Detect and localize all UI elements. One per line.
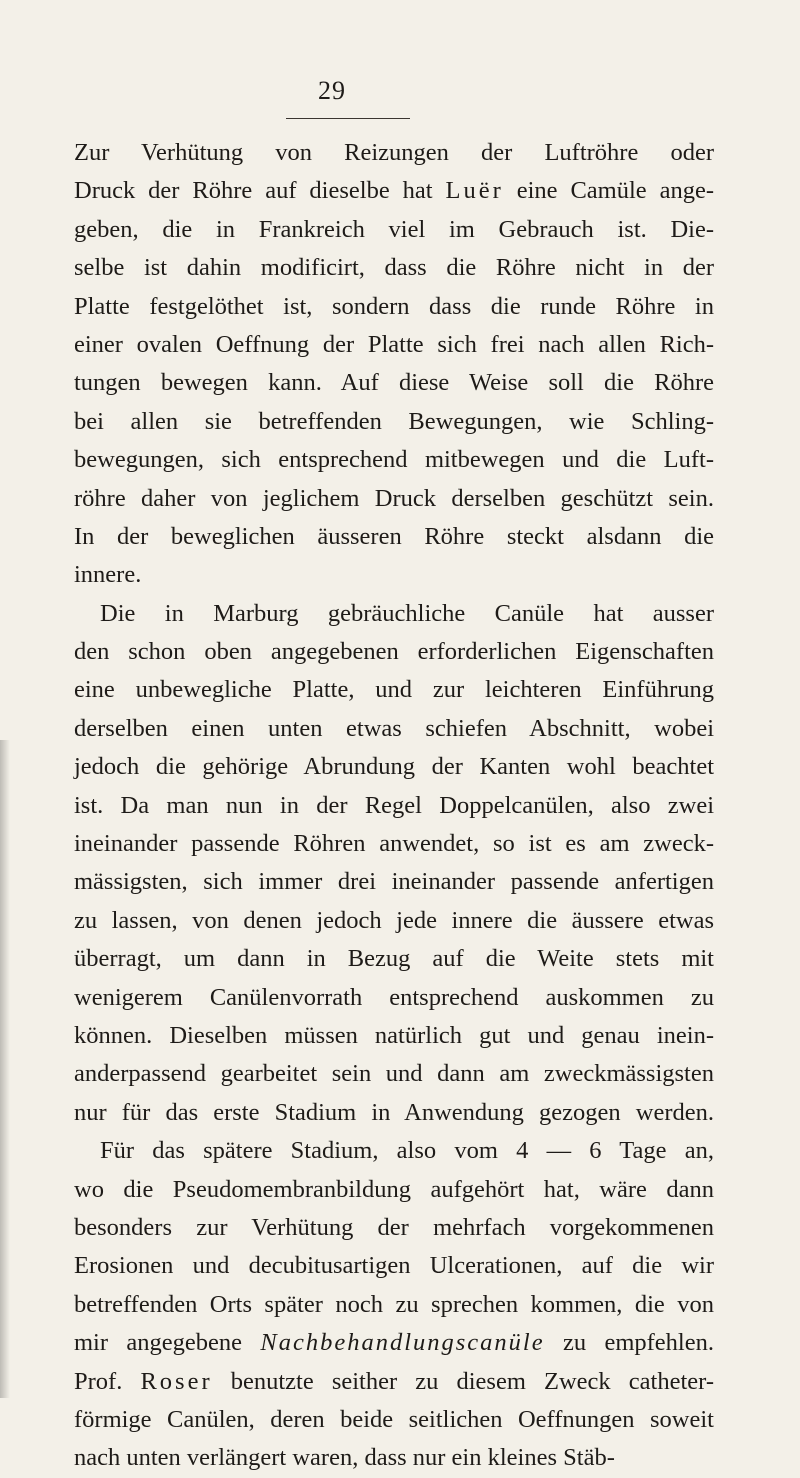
body-text — [74, 134, 714, 1478]
text-line — [74, 1209, 714, 1247]
text-line — [74, 172, 714, 210]
text-segment: können. Dieselben müssen natürlich gut und genau inein- — [74, 1021, 714, 1049]
text-segment: zu empfehlen. — [544, 1329, 714, 1357]
text-segment: nach unten verlängert waren, dass nur ein kleines Stäb- — [74, 1444, 615, 1472]
text-segment: wenigerem Canülenvorrath entsprechend auskommen zu — [74, 983, 714, 1011]
header-rule — [286, 118, 410, 119]
text-segment: Erosionen und decubitusartigen Ulcerationen, auf die wir — [74, 1252, 714, 1280]
text-segment: wo die Pseudomembranbildung aufgehört hat, wäre dann — [74, 1175, 714, 1203]
text-line — [74, 671, 714, 709]
text-segment: Druck der Röhre auf dieselbe hat — [74, 177, 446, 205]
text-segment: jedoch die gehörige Abrundung der Kanten wohl beachtet — [74, 753, 714, 781]
text-segment: bei allen sie betreffenden Bewegungen, wie Schling- — [74, 407, 714, 435]
text-line — [74, 1171, 714, 1209]
text-line — [74, 288, 714, 326]
text-line — [74, 787, 714, 825]
text-line — [74, 825, 714, 863]
text-segment: eine unbewegliche Platte, und zur leichteren Einführung — [74, 676, 714, 704]
text-segment: betreffenden Orts später noch zu sprechen kommen, die von — [74, 1290, 714, 1318]
text-segment: überragt, um dann in Bezug auf die Weite stets mit — [74, 945, 714, 973]
text-segment: bewegungen, sich entsprechend mitbewegen und die Luft- — [74, 446, 714, 474]
page-number: 29 — [318, 76, 346, 105]
person-name: Luër — [445, 177, 504, 205]
text-segment: Zur Verhütung von Reizungen der Luftröhre oder — [74, 139, 714, 166]
text-segment: geben, die in Frankreich viel im Gebrauch ist. Die- — [74, 215, 714, 243]
text-segment: selbe ist dahin modificirt, dass die Röhre nicht in der — [74, 254, 714, 282]
text-segment: mässigsten, sich immer drei ineinander passende anfertigen — [74, 868, 714, 896]
text-line — [74, 326, 714, 364]
text-segment: In der beweglichen äusseren Röhre steckt alsdann die — [74, 522, 714, 550]
text-line — [74, 748, 714, 786]
text-segment: ist. Da man nun in der Regel Doppelcanülen, also zwei — [74, 791, 714, 819]
text-line — [74, 1286, 714, 1324]
text-segment: Prof. — [74, 1367, 141, 1395]
text-segment: nur für das erste Stadium in Anwendung gezogen werden. — [74, 1098, 714, 1126]
text-line — [74, 1094, 714, 1132]
text-line — [74, 134, 714, 172]
text-segment: derselben einen unten etwas schiefen Abschnitt, wobei — [74, 714, 714, 742]
text-line — [74, 1017, 714, 1055]
text-segment: einer ovalen Oeffnung der Platte sich frei nach allen Rich- — [74, 330, 714, 358]
text-segment: mir angegebene — [74, 1329, 261, 1357]
text-line — [74, 403, 714, 441]
text-segment: innere. — [74, 561, 142, 589]
text-line — [74, 979, 714, 1017]
text-segment: den schon oben angegebenen erforderlichen Eigenschaften — [74, 638, 714, 666]
text-segment: benutzte seither zu diesem Zweck catheter- — [212, 1367, 714, 1395]
text-segment: Für das spätere Stadium, also vom 4 — 6 Tage an, — [100, 1137, 714, 1165]
text-segment: Die in Marburg gebräuchliche Canüle hat ausser — [100, 599, 714, 627]
text-segment: eine Camüle ange- — [503, 177, 714, 205]
text-segment: zu lassen, von denen jedoch jede innere die äussere etwas — [74, 906, 714, 934]
text-line — [74, 518, 714, 556]
text-line — [74, 633, 714, 671]
text-line — [74, 1439, 714, 1477]
text-line — [74, 1363, 714, 1401]
text-line — [74, 556, 714, 594]
text-line — [74, 710, 714, 748]
text-line — [74, 441, 714, 479]
text-line — [74, 902, 714, 940]
person-name: Roser — [140, 1367, 213, 1395]
text-line — [74, 863, 714, 901]
text-segment: anderpassend gearbeitet sein und dann am zweckmässigsten — [74, 1060, 714, 1088]
text-line — [74, 1247, 714, 1285]
binding-shadow — [0, 740, 10, 1398]
text-line — [74, 940, 714, 978]
text-line — [74, 249, 714, 287]
text-line — [74, 211, 714, 249]
text-line — [74, 1324, 714, 1362]
text-line — [74, 480, 714, 518]
text-line — [74, 1055, 714, 1093]
text-line — [74, 1132, 714, 1170]
text-segment: förmige Canülen, deren beide seitlichen Oeffnungen soweit — [74, 1405, 714, 1433]
emphasized-term: Nachbehandlungscanüle — [260, 1329, 545, 1357]
text-segment: besonders zur Verhütung der mehrfach vorgekommenen — [74, 1213, 714, 1241]
text-line — [74, 1401, 714, 1439]
text-segment: ineinander passende Röhren anwendet, so ist es am zweck- — [74, 830, 714, 858]
text-segment: tungen bewegen kann. Auf diese Weise soll die Röhre — [74, 369, 714, 397]
text-segment: röhre daher von jeglichem Druck derselben geschützt sein. — [74, 484, 714, 512]
text-line — [74, 364, 714, 402]
text-line — [74, 595, 714, 633]
text-segment: Platte festgelöthet ist, sondern dass die runde Röhre in — [74, 292, 714, 320]
